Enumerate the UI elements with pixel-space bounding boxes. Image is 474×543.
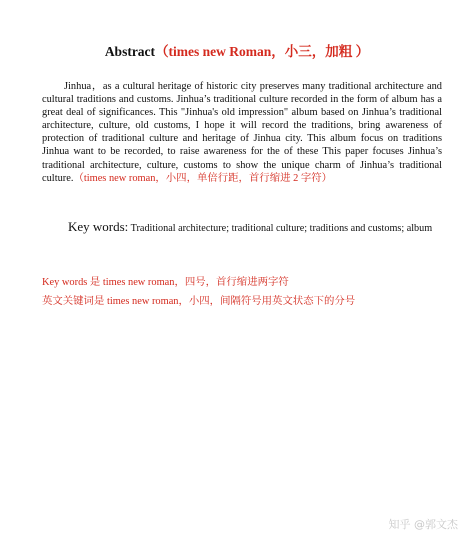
abstract-heading: Abstract	[104, 44, 156, 59]
keywords-format-note: Key words 是 times new roman，四号，首行缩进两字符	[42, 277, 289, 288]
title-format-note: （times new Roman，小三，加粗 ）	[155, 44, 370, 59]
abstract-title	[0, 44, 474, 60]
abstract-body: Jinhua，as a cultural heritage of historic city preserves many traditional architecture and cultural traditions and customs. Jinhua’s traditional culture recorded in the form of album has a great deal of significances. This "Jinhua's old impression" album based on Jinhua’s traditional architecture, culture, old customs, I hope it will record the traditions, bring awareness of protection of traditional culture and heritage of Jinhua city. This album focus on traditions Jinhua want to be recorded, to raise awareness for the of these This paper focuses Jinhua’s traditional architecture, culture, customs to show the unique charm of Jinhua’s traditional culture.	[42, 81, 442, 184]
keywords-paragraph	[42, 216, 442, 239]
keywords-separator-note: 英文关键词是 times new roman，小四，间隔符号用英文状态下的分号	[42, 296, 356, 307]
abstract-format-note: （times new roman，小四，单倍行距，首行缩进 2 字符）	[73, 172, 333, 184]
zhihu-watermark: 知乎 @郭文杰	[388, 518, 458, 531]
keywords-text: Traditional architecture; traditional culture; traditions and customs; album	[130, 223, 433, 234]
keywords-label: Key words:	[68, 219, 129, 234]
abstract-paragraph	[42, 80, 442, 185]
